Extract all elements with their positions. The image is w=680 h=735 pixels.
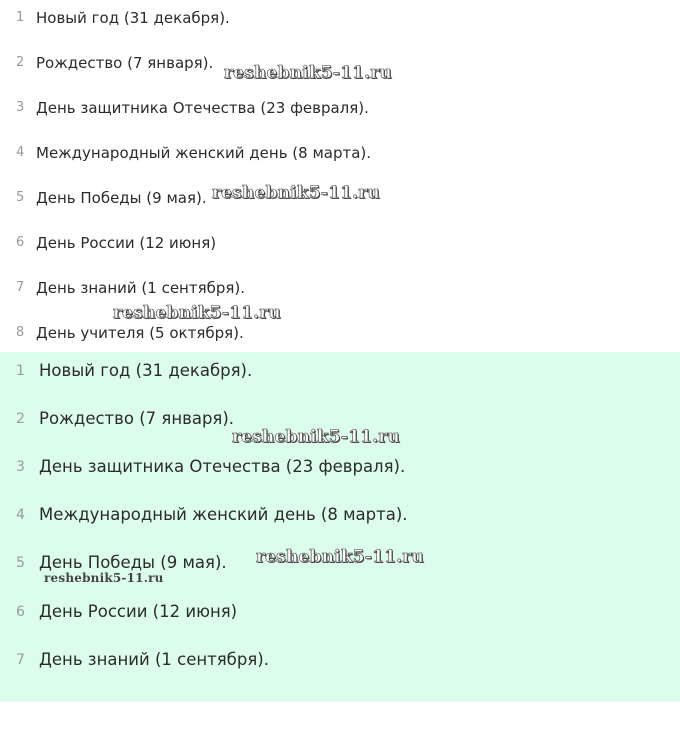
watermark: reshebnik5-11.ru (232, 427, 400, 447)
list-item-number: 7 (16, 652, 25, 668)
watermark: reshebnik5-11.ru (212, 183, 380, 203)
watermark: reshebnik5-11.ru (113, 303, 281, 323)
list-item-number: 5 (16, 190, 25, 205)
list-item-text: День защитника Отечества (23 февраля). (39, 457, 406, 476)
list-item-number: 2 (16, 55, 25, 70)
list-item-number: 6 (16, 235, 25, 250)
list-item-text: Международный женский день (8 марта). (39, 505, 408, 524)
list-item-text: День учителя (5 октября). (36, 324, 244, 342)
list-item-text: День знаний (1 сентября). (39, 650, 269, 669)
watermark: reshebnik5-11.ru (256, 547, 424, 567)
list-item-text: День России (12 июня) (36, 234, 217, 252)
list-item-number: 2 (16, 411, 25, 427)
list-item-number: 3 (16, 459, 25, 475)
list-item-text: Новый год (31 декабря). (39, 361, 253, 380)
list-item-number: 4 (16, 507, 25, 523)
watermark: reshebnik5-11.ru (224, 63, 392, 83)
list-item-text: День России (12 июня) (39, 602, 238, 621)
list-item-number: 3 (16, 100, 25, 115)
watermark: reshebnik5-11.ru (44, 571, 164, 585)
holiday-list-bottom (0, 352, 680, 702)
holiday-list-top (0, 0, 680, 352)
list-item-number: 1 (16, 10, 25, 25)
list-item-text: День знаний (1 сентября). (36, 279, 246, 297)
list-item-text: Новый год (31 декабря). (36, 9, 230, 27)
list-item-number: 6 (16, 604, 25, 620)
list-item-number: 1 (16, 363, 25, 379)
list-item-number: 4 (16, 145, 25, 160)
list-item-text: Международный женский день (8 марта). (36, 144, 372, 162)
list-item-number: 8 (16, 325, 25, 340)
list-item-text: День Победы (9 мая). (39, 553, 227, 572)
list-item-text: День Победы (9 мая). (36, 189, 207, 207)
list-item-text: Рождество (7 января). (36, 54, 214, 72)
list-item-text: День защитника Отечества (23 февраля). (36, 99, 369, 117)
list-item-number: 7 (16, 280, 25, 295)
list-item-text: Рождество (7 января). (39, 409, 235, 428)
list-item-number: 5 (16, 555, 25, 571)
